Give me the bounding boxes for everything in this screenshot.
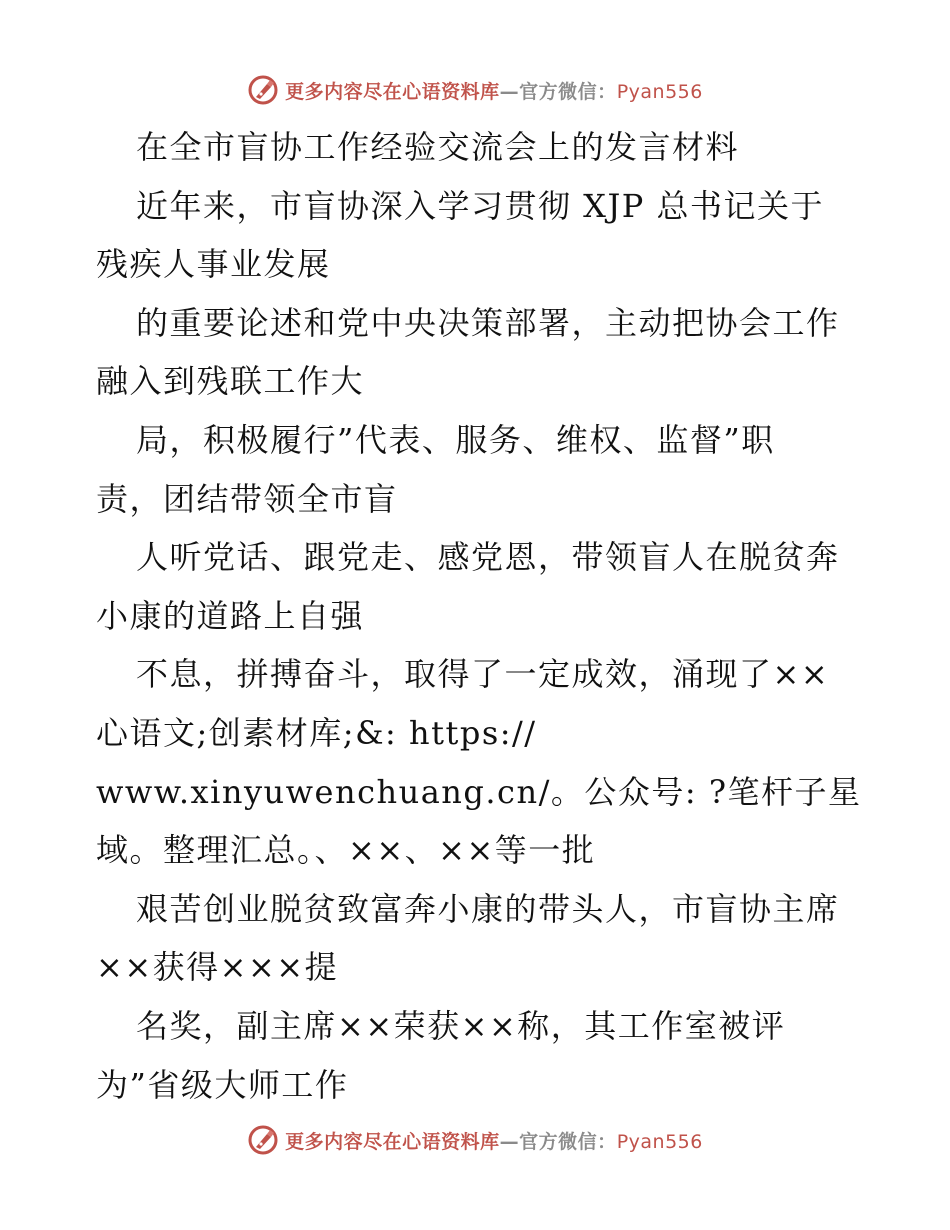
document-line: 不息，拼搏奋斗，取得了一定成效，涌现了×× [136, 655, 830, 694]
document-line: 融入到残联工作大 [96, 362, 365, 401]
banner-wechat-id: Pyan556 [616, 80, 703, 103]
document-line: ××获得×××提 [96, 948, 339, 987]
document-line: 近年来，市盲协深入学习贯彻 XJP 总书记关于 [136, 186, 824, 225]
header-watermark-banner [0, 70, 950, 110]
document-line: 责，团结带领全市盲 [96, 479, 398, 518]
document-body [96, 118, 876, 1114]
document-line: 为”省级大师工作 [96, 1065, 349, 1104]
footer-watermark-banner [0, 1120, 950, 1160]
document-line: 域。整理汇总。、××、××等一批 [96, 831, 596, 870]
document-title-line: 在全市盲协工作经验交流会上的发言材料 [136, 128, 740, 166]
pen-nib-logo-icon [247, 74, 279, 106]
document-line: 的重要论述和党中央决策部署，主动把协会工作 [136, 303, 840, 342]
document-line: 艰苦创业脱贫致富奔小康的带头人，市盲协主席 [136, 889, 840, 928]
pen-nib-logo-icon [247, 1124, 279, 1156]
document-line: 名奖，副主席××荣获××称，其工作室被评 [136, 1006, 786, 1045]
document-line: 局，积极履行”代表、服务、维权、监督”职 [136, 420, 775, 459]
document-line: 心语文;创素材库;&: https:// [96, 713, 537, 752]
document-line: www.xinyuwenchuang.cn/。公众号: ?笔杆子星 [96, 772, 862, 811]
banner-dash-text: —官方微信： [499, 80, 617, 103]
document-line: 残疾人事业发展 [96, 245, 331, 284]
banner-main-text: 更多内容尽在心语资料库 [285, 80, 500, 103]
document-line: 小康的道路上自强 [96, 596, 365, 635]
banner-main-text: 更多内容尽在心语资料库 [285, 1130, 500, 1153]
document-line: 人听党话、跟党走、感党恩，带领盲人在脱贫奔 [136, 538, 840, 577]
banner-wechat-id: Pyan556 [616, 1130, 703, 1153]
banner-dash-text: —官方微信： [499, 1130, 617, 1153]
